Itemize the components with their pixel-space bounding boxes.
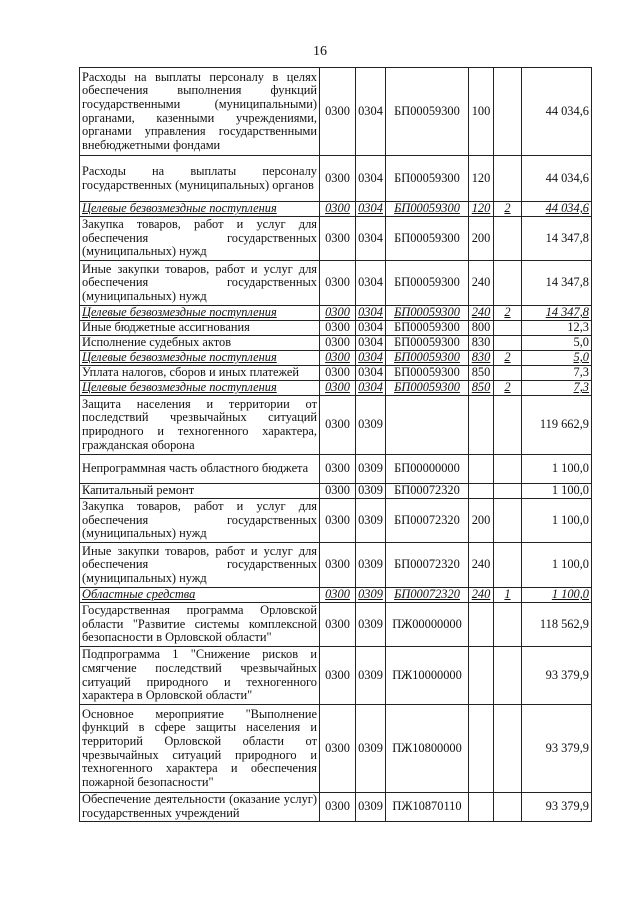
row-name: Непрограммная часть областного бюджета <box>80 455 320 484</box>
row-target-article: БП00059300 <box>386 202 469 217</box>
table-row <box>80 647 592 705</box>
row-expense-type: 850 <box>469 381 494 396</box>
row-amount: 14 347,8 <box>522 261 592 306</box>
row-section-code: 0300 <box>320 381 356 396</box>
row-target-article: БП00000000 <box>386 455 469 484</box>
row-target-article: БП00059300 <box>386 306 469 321</box>
row-expense-type: 120 <box>469 156 494 202</box>
row-amount: 12,3 <box>522 321 592 336</box>
row-subsection-code: 0304 <box>356 156 386 202</box>
row-target-article: ПЖ10800000 <box>386 705 469 793</box>
row-name: Закупка товаров, работ и услуг для обеспечения государственных (муниципальных) нужд <box>80 499 320 543</box>
row-section-code: 0300 <box>320 351 356 366</box>
row-target-article: БП00059300 <box>386 381 469 396</box>
row-target-article: БП00059300 <box>386 156 469 202</box>
table-row <box>80 202 592 217</box>
row-expense-type: 850 <box>469 366 494 381</box>
table-row <box>80 455 592 484</box>
row-amount: 1 100,0 <box>522 484 592 499</box>
row-name: Целевые безвозмездные поступления <box>80 351 320 366</box>
row-subsection-code: 0309 <box>356 603 386 647</box>
table-row <box>80 351 592 366</box>
row-funding-source: 2 <box>494 381 522 396</box>
row-name: Закупка товаров, работ и услуг для обеспечения государственных (муниципальных) нужд <box>80 217 320 261</box>
row-section-code: 0300 <box>320 705 356 793</box>
row-section-code: 0300 <box>320 647 356 705</box>
row-section-code: 0300 <box>320 202 356 217</box>
budget-table <box>79 67 592 822</box>
row-name: Иные закупки товаров, работ и услуг для обеспечения государственных (муниципальных) нужд <box>80 261 320 306</box>
row-funding-source <box>494 261 522 306</box>
row-amount: 7,3 <box>522 366 592 381</box>
table-row <box>80 603 592 647</box>
row-funding-source <box>494 455 522 484</box>
row-funding-source <box>494 336 522 351</box>
row-section-code: 0300 <box>320 455 356 484</box>
row-amount: 1 100,0 <box>522 543 592 588</box>
row-section-code: 0300 <box>320 499 356 543</box>
row-subsection-code: 0304 <box>356 217 386 261</box>
row-name: Целевые безвозмездные поступления <box>80 202 320 217</box>
row-target-article: ПЖ00000000 <box>386 603 469 647</box>
row-funding-source <box>494 499 522 543</box>
row-target-article: БП00072320 <box>386 484 469 499</box>
row-amount: 5,0 <box>522 351 592 366</box>
row-amount: 44 034,6 <box>522 156 592 202</box>
row-expense-type <box>469 455 494 484</box>
budget-table-body <box>80 68 592 822</box>
row-amount: 118 562,9 <box>522 603 592 647</box>
row-funding-source <box>494 396 522 455</box>
row-subsection-code: 0309 <box>356 647 386 705</box>
row-subsection-code: 0304 <box>356 261 386 306</box>
row-target-article: БП00072320 <box>386 499 469 543</box>
row-section-code: 0300 <box>320 484 356 499</box>
row-expense-type: 240 <box>469 261 494 306</box>
row-funding-source <box>494 647 522 705</box>
row-name: Уплата налогов, сборов и иных платежей <box>80 366 320 381</box>
row-amount: 14 347,8 <box>522 217 592 261</box>
row-funding-source <box>494 603 522 647</box>
row-target-article: ПЖ10870110 <box>386 793 469 822</box>
row-funding-source: 1 <box>494 588 522 603</box>
row-target-article: БП00072320 <box>386 588 469 603</box>
row-subsection-code: 0304 <box>356 202 386 217</box>
row-name: Основное мероприятие "Выполнение функций в сфере защиты населения и территорий Орловской области от чрезвычайных ситуаций природного и техногенного характера и обеспечения пожарной безопасности" <box>80 705 320 793</box>
row-funding-source <box>494 217 522 261</box>
row-expense-type: 240 <box>469 588 494 603</box>
row-amount: 1 100,0 <box>522 455 592 484</box>
row-name: Расходы на выплаты персоналу в целях обеспечения выполнения функций государственными (муниципальными) органами, казенными учреждениями, органами управления государственными внебюджетными фондами <box>80 68 320 156</box>
table-row <box>80 793 592 822</box>
row-section-code: 0300 <box>320 396 356 455</box>
table-row <box>80 588 592 603</box>
row-expense-type: 830 <box>469 336 494 351</box>
row-expense-type <box>469 647 494 705</box>
row-expense-type: 240 <box>469 543 494 588</box>
row-target-article: БП00059300 <box>386 366 469 381</box>
row-expense-type: 120 <box>469 202 494 217</box>
table-row <box>80 484 592 499</box>
row-funding-source <box>494 68 522 156</box>
row-target-article <box>386 396 469 455</box>
row-funding-source <box>494 321 522 336</box>
row-expense-type: 200 <box>469 499 494 543</box>
row-amount: 1 100,0 <box>522 588 592 603</box>
row-name: Капитальный ремонт <box>80 484 320 499</box>
table-row <box>80 336 592 351</box>
row-funding-source: 2 <box>494 306 522 321</box>
row-amount: 119 662,9 <box>522 396 592 455</box>
row-amount: 7,3 <box>522 381 592 396</box>
row-amount: 44 034,6 <box>522 202 592 217</box>
row-name: Иные бюджетные ассигнования <box>80 321 320 336</box>
row-amount: 14 347,8 <box>522 306 592 321</box>
row-expense-type: 100 <box>469 68 494 156</box>
page-number: 16 <box>313 44 327 59</box>
row-subsection-code: 0309 <box>356 455 386 484</box>
row-amount: 44 034,6 <box>522 68 592 156</box>
table-row <box>80 381 592 396</box>
row-section-code: 0300 <box>320 366 356 381</box>
row-funding-source <box>494 484 522 499</box>
row-expense-type <box>469 603 494 647</box>
row-subsection-code: 0304 <box>356 336 386 351</box>
row-funding-source <box>494 543 522 588</box>
table-row <box>80 306 592 321</box>
row-name: Целевые безвозмездные поступления <box>80 306 320 321</box>
row-section-code: 0300 <box>320 306 356 321</box>
row-target-article: БП00059300 <box>386 217 469 261</box>
row-target-article: БП00059300 <box>386 261 469 306</box>
row-subsection-code: 0309 <box>356 588 386 603</box>
row-amount: 93 379,9 <box>522 705 592 793</box>
row-section-code: 0300 <box>320 336 356 351</box>
row-section-code: 0300 <box>320 68 356 156</box>
row-expense-type <box>469 484 494 499</box>
row-expense-type <box>469 793 494 822</box>
row-amount: 1 100,0 <box>522 499 592 543</box>
table-row <box>80 543 592 588</box>
row-funding-source: 2 <box>494 202 522 217</box>
row-subsection-code: 0304 <box>356 381 386 396</box>
row-name: Исполнение судебных актов <box>80 336 320 351</box>
table-row <box>80 68 592 156</box>
row-section-code: 0300 <box>320 217 356 261</box>
row-name: Целевые безвозмездные поступления <box>80 381 320 396</box>
row-name: Обеспечение деятельности (оказание услуг) государственных учреждений <box>80 793 320 822</box>
table-row <box>80 499 592 543</box>
row-expense-type <box>469 396 494 455</box>
row-target-article: БП00059300 <box>386 351 469 366</box>
row-funding-source <box>494 366 522 381</box>
row-funding-source <box>494 793 522 822</box>
row-subsection-code: 0309 <box>356 396 386 455</box>
row-name: Защита населения и территории от последствий чрезвычайных ситуаций природного и техногенного характера, гражданская оборона <box>80 396 320 455</box>
row-name: Государственная программа Орловской области "Развитие системы комплексной безопасности в Орловской области" <box>80 603 320 647</box>
row-section-code: 0300 <box>320 603 356 647</box>
row-section-code: 0300 <box>320 261 356 306</box>
row-subsection-code: 0309 <box>356 705 386 793</box>
row-expense-type: 800 <box>469 321 494 336</box>
row-funding-source <box>494 156 522 202</box>
row-name: Подпрограмма 1 "Снижение рисков и смягчение последствий чрезвычайных ситуаций природного и техногенного характера в Орловской области" <box>80 647 320 705</box>
row-expense-type: 830 <box>469 351 494 366</box>
row-expense-type <box>469 705 494 793</box>
row-subsection-code: 0304 <box>356 68 386 156</box>
row-expense-type: 240 <box>469 306 494 321</box>
row-amount: 5,0 <box>522 336 592 351</box>
row-target-article: БП00059300 <box>386 336 469 351</box>
row-subsection-code: 0304 <box>356 351 386 366</box>
row-funding-source: 2 <box>494 351 522 366</box>
table-row <box>80 321 592 336</box>
row-section-code: 0300 <box>320 543 356 588</box>
row-subsection-code: 0309 <box>356 543 386 588</box>
row-subsection-code: 0309 <box>356 793 386 822</box>
row-target-article: БП00059300 <box>386 68 469 156</box>
table-row <box>80 156 592 202</box>
row-target-article: БП00059300 <box>386 321 469 336</box>
row-name: Иные закупки товаров, работ и услуг для обеспечения государственных (муниципальных) нужд <box>80 543 320 588</box>
row-target-article: БП00072320 <box>386 543 469 588</box>
row-subsection-code: 0304 <box>356 366 386 381</box>
table-row <box>80 366 592 381</box>
row-amount: 93 379,9 <box>522 793 592 822</box>
row-expense-type: 200 <box>469 217 494 261</box>
row-subsection-code: 0309 <box>356 499 386 543</box>
row-section-code: 0300 <box>320 156 356 202</box>
table-row <box>80 217 592 261</box>
table-row <box>80 261 592 306</box>
row-subsection-code: 0304 <box>356 321 386 336</box>
table-row <box>80 705 592 793</box>
table-row <box>80 396 592 455</box>
row-section-code: 0300 <box>320 588 356 603</box>
row-subsection-code: 0304 <box>356 306 386 321</box>
row-section-code: 0300 <box>320 793 356 822</box>
row-amount: 93 379,9 <box>522 647 592 705</box>
row-target-article: ПЖ10000000 <box>386 647 469 705</box>
row-subsection-code: 0309 <box>356 484 386 499</box>
row-funding-source <box>494 705 522 793</box>
row-name: Расходы на выплаты персоналу государственных (муниципальных) органов <box>80 156 320 202</box>
row-name: Областные средства <box>80 588 320 603</box>
row-section-code: 0300 <box>320 321 356 336</box>
